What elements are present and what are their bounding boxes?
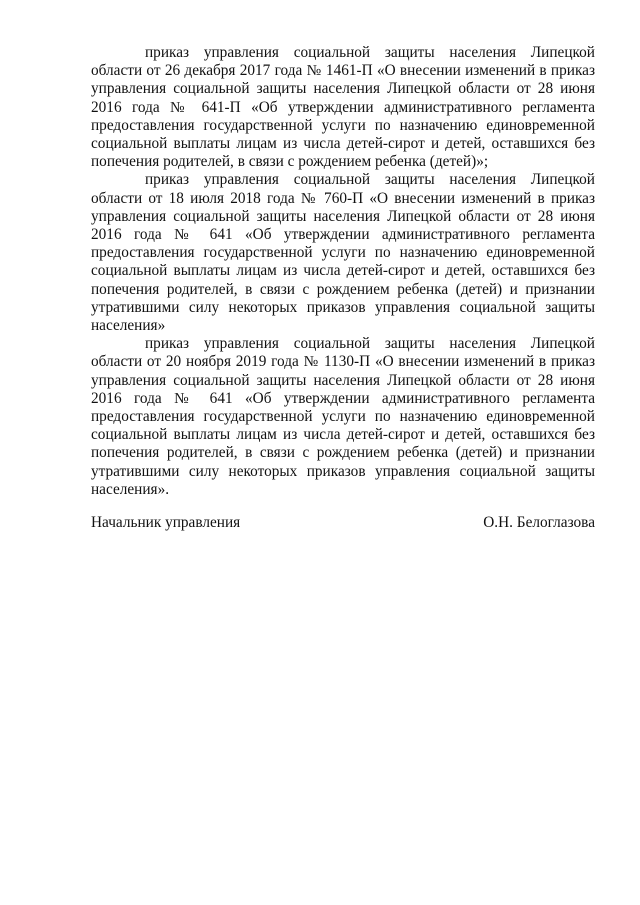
- paragraph-order-1130: приказ управления социальной защиты населения Липецкой области от 20 ноября 2019 года № 1130-П «О внесении изменений в приказ управления социальной защиты населения Липецкой области от 28 июня 2016 года № 641 «Об утверждении административного регламента предоставления государственной услуги по назначению единовременной социальной выплаты лицам из числа детей-сирот и детей, оставшихся без попечения родителей, в связи с рождением ребенка (детей) и признании утратившими силу некоторых приказов управления социальной защиты населения».: [91, 335, 595, 498]
- document-body: [91, 44, 595, 499]
- paragraph-order-1461: приказ управления социальной защиты населения Липецкой области от 26 декабря 2017 года № 1461-П «О внесении изменений в приказ управления социальной защиты населения Липецкой области от 28 июня 2016 года № 641-П «Об утверждении административного регламента предоставления государственной услуги по назначению единовременной социальной выплаты лицам из числа детей-сирот и детей, оставшихся без попечения родителей, в связи с рождением ребенка (детей)»;: [91, 44, 595, 171]
- signature-block: [91, 514, 595, 532]
- signatory-name: О.Н. Белоглазова: [483, 514, 595, 531]
- signatory-position: Начальник управления: [91, 514, 241, 531]
- paragraph-order-760: приказ управления социальной защиты населения Липецкой области от 18 июля 2018 года № 760-П «О внесении изменений в приказ управления социальной защиты населения Липецкой области от 28 июня 2016 года № 641 «Об утверждении административного регламента предоставления государственной услуги по назначению единовременной социальной выплаты лицам из числа детей-сирот и детей, оставшихся без попечения родителей, в связи с рождением ребенка (детей) и признании утратившими силу некоторых приказов управления социальной защиты населения»: [91, 171, 595, 335]
